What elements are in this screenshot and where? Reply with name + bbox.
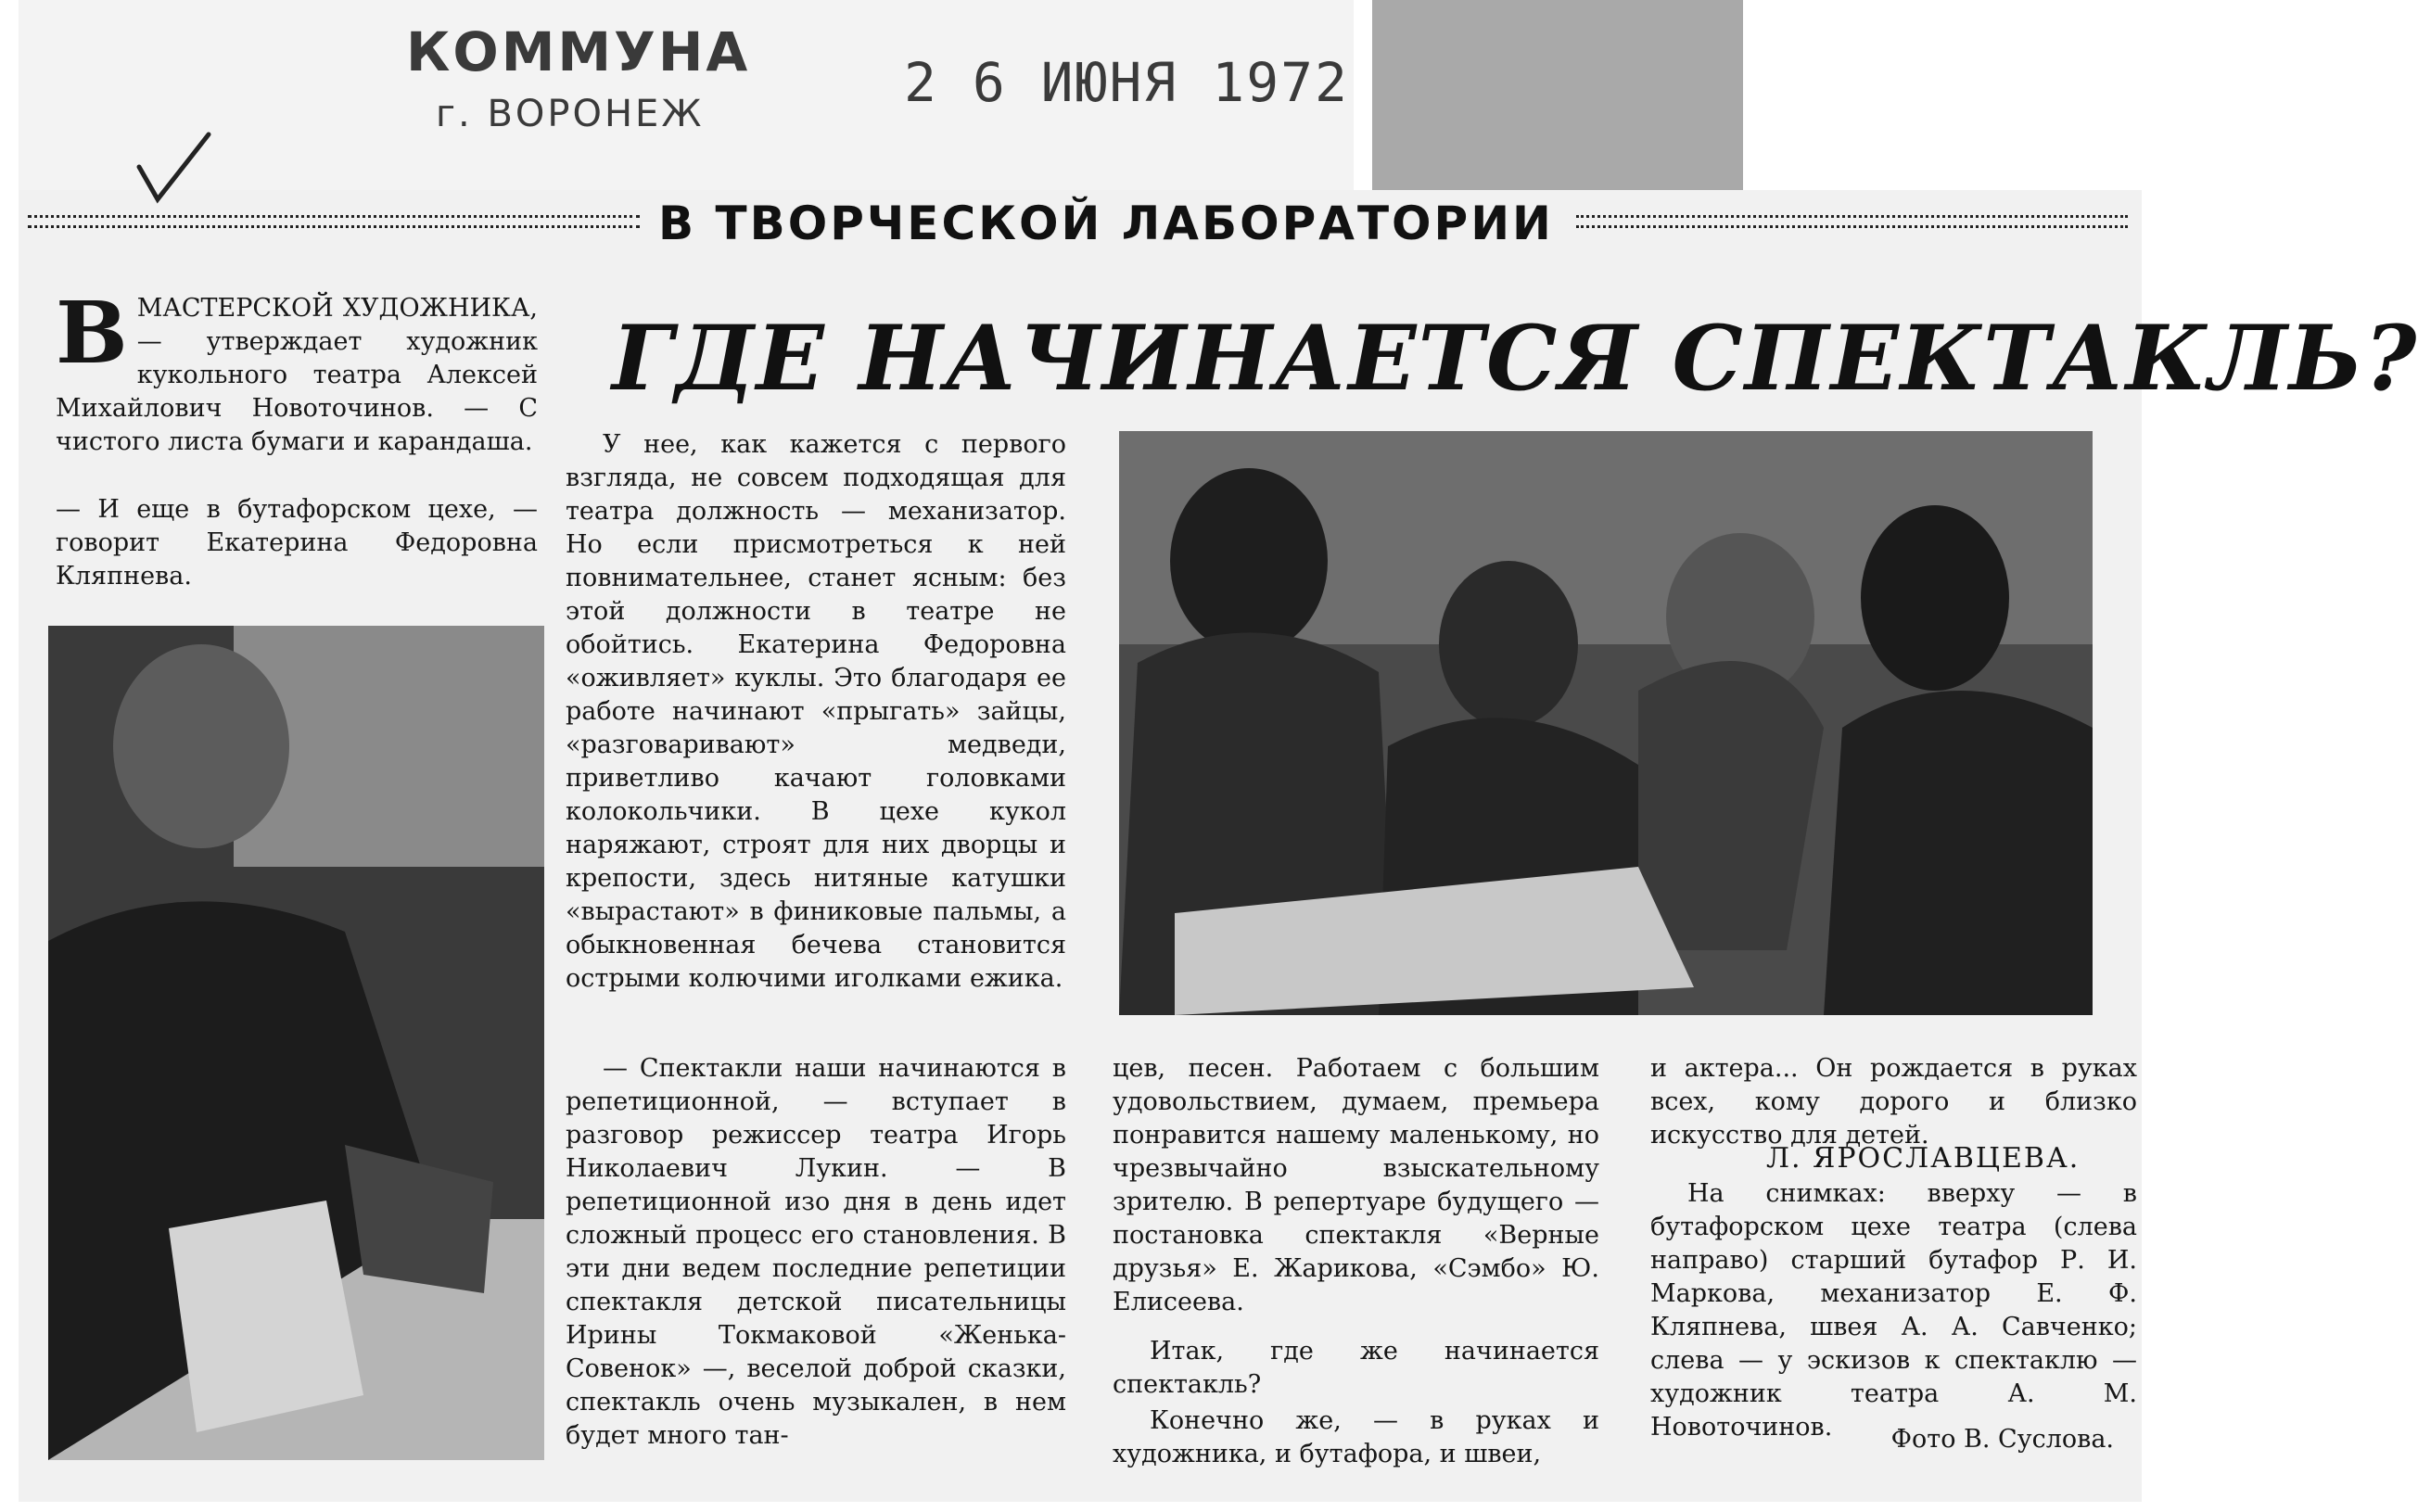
lead-second: — И еще в бутафорском цехе, — говорит Екатерина Федоровна Кляпнева. xyxy=(56,495,538,591)
lead-text: МАСТЕРСКОЙ ХУДОЖНИКА, — утверждает художник кукольного театра Алексей Михайлович Новоточинов. — С чистого листа бумаги и карандаша. xyxy=(56,294,538,456)
newspaper-city: г. ВОРОНЕЖ xyxy=(436,93,705,135)
column3-paragraph2: Итак, где же начинается спектакль? xyxy=(1113,1337,1599,1399)
rubric-title: В ТВОРЧЕСКОЙ ЛАБОРАТОРИИ xyxy=(649,197,1563,250)
photo-workshop xyxy=(1119,431,2093,1015)
newspaper-name: КОММУНА xyxy=(406,20,751,83)
photo-credit: Фото В. Суслова. xyxy=(1890,1425,2114,1454)
author-byline: Л. ЯРОСЛАВЦЕВА. xyxy=(1766,1142,2081,1175)
rubric-rule-right xyxy=(1576,215,2128,228)
column3-paragraph3: Конечно же, — в руках и художника, и бутафора, и швеи, xyxy=(1113,1406,1599,1468)
column4-paragraph1: и актера... Он рождается в руках всех, кому дорого и близко искусство для детей. xyxy=(1650,1054,2137,1150)
photo-caption: На снимках: вверху — в бутафорском цехе театра (слева направо) старший бутафор Р. И. Маркова, механизатор Е. Ф. Кляпнева, швея А. А. Савченко; слева — у эскизов к спектаклю — художник театра А. М. Новоточинов. xyxy=(1650,1179,2137,1442)
date-stamp: 2 6 ИЮНЯ 1972 xyxy=(904,51,1349,114)
column3-paragraph1: цев, песен. Работаем с большим удовольствием, думаем, премьера понравится нашему маленькому, но чрезвычайно взыскательному зрителю. В репертуаре будущего — постановка спектакля «Верные друзья» Е. Жарикова, «Сэмбо» Ю. Елисеева. xyxy=(1113,1054,1599,1316)
column2-paragraph1: У нее, как кажется с первого взгляда, не совсем подходящая для театра должность — механизатор. Но если присмотреться к ней повнимательнее, станет ясным: без этой должности в театре не обойтись. Екатерина Федоровна «оживляет» куклы. Это благодаря ее работе начинают «прыгать» зайцы, «разговаривают» медведи, приветливо качают головками колокольчики. В цехе кукол наряжают, строят для них дворцы и крепости, здесь нитяные катушки «вырастают» в финиковые пальмы, а обыкновенная бечева становится острыми колючими иголками ежика. xyxy=(566,430,1066,993)
checkmark-icon xyxy=(130,130,213,213)
backing-paper xyxy=(1372,0,1743,190)
lead-paragraph xyxy=(56,283,538,459)
rubric-rule-left xyxy=(28,215,640,228)
photo-artist-image xyxy=(48,626,544,1460)
dropcap: В xyxy=(56,283,128,383)
article-headline: ГДЕ НАЧИНАЕТСЯ СПЕКТАКЛЬ? xyxy=(612,306,2418,411)
photo-workshop-image xyxy=(1119,431,2093,1015)
photo-artist xyxy=(48,626,544,1460)
column2-paragraph2: — Спектакли наши начинаются в репетиционной, — вступает в разговор режиссер театра Игорь Николаевич Лукин. — В репетиционной изо дня в день идет сложный процесс его становления. В эти дни ведем последние репетиции спектакля детской писательницы Ирины Токмаковой «Женька-Совенок» —, веселой доброй сказки, спектакль очень музыкален, в нем будет много тан- xyxy=(566,1054,1066,1450)
